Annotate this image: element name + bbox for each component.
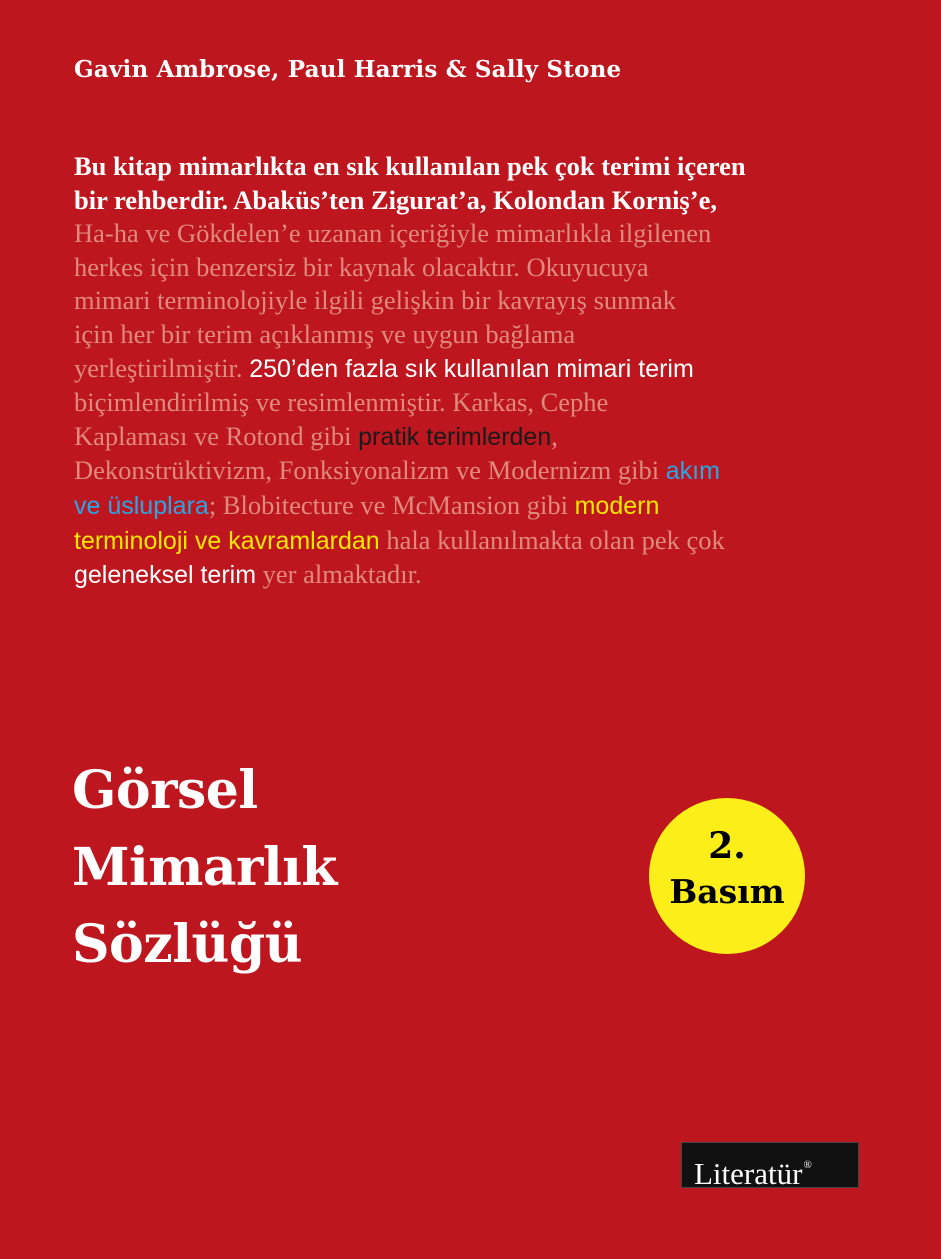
title-line: Mimarlık <box>72 837 337 898</box>
blurb-line <box>74 454 934 489</box>
edition-number: 2. <box>708 825 746 867</box>
blurb-text: yer almaktadır. <box>256 559 422 590</box>
blurb-text: ; Blobitecture ve McMansion gibi <box>208 489 575 520</box>
registered-mark: ® <box>803 1159 812 1171</box>
back-blurb <box>74 150 934 593</box>
edition-label: Basım <box>669 872 785 911</box>
publisher-logo <box>681 1142 859 1191</box>
blurb-text: için her bir terim açıklanmış ve uygun bağlama <box>74 318 576 349</box>
blurb-line <box>74 217 934 251</box>
blurb-text: bir rehberdir. Abaküs’ten Zigurat’a, Kolondan Korniş’e, <box>74 184 717 215</box>
blurb-text: , <box>551 420 558 451</box>
blurb-line <box>74 352 934 387</box>
blurb-text: Dekonstrüktivizm, Fonksiyonalizm ve Modernizm gibi <box>74 455 666 486</box>
blurb-line <box>74 386 934 420</box>
blurb-text: yerleştirilmiştir. <box>74 352 250 383</box>
blurb-line <box>74 489 934 524</box>
blurb-text: mimari terminolojiyle ilgili gelişkin bir kavrayış sunmak <box>74 285 677 316</box>
authors: Gavin Ambrose, Paul Harris & Sally Stone <box>74 56 622 83</box>
blurb-line <box>74 318 934 352</box>
blurb-text: hala kullanılmakta olan pek çok <box>379 524 725 555</box>
blurb-text: Bu kitap mimarlıkta en sık kullanılan pek çok terimi içeren <box>74 151 746 181</box>
blurb-highlight-white: geleneksel terim <box>74 561 257 590</box>
edition-badge <box>649 798 805 954</box>
blurb-text: Kaplaması ve Rotond gibi <box>74 420 359 451</box>
blurb-line <box>74 284 934 318</box>
publisher-name: Literatür <box>694 1156 803 1191</box>
blurb-text: Ha-ha ve Gökdelen’e uzanan içeriğiyle mimarlıkla ilgilenen <box>74 218 712 249</box>
blurb-line <box>74 150 934 184</box>
blurb-line <box>74 251 934 285</box>
blurb-highlight-black: pratik terimlerden <box>358 422 552 451</box>
blurb-line <box>74 184 934 218</box>
book-title <box>72 752 337 983</box>
blurb-highlight-yellow: modern <box>574 491 660 520</box>
blurb-highlight-blue: akım <box>665 457 720 486</box>
blurb-highlight-white: 250’den fazla sık kullanılan mimari terim <box>249 354 694 383</box>
blurb-line <box>74 524 934 559</box>
title-line: Görsel <box>72 760 258 821</box>
title-line: Sözlüğü <box>72 914 302 975</box>
blurb-highlight-yellow: terminoloji ve kavramlardan <box>74 526 380 555</box>
blurb-text: biçimlendirilmiş ve resimlenmiştir. Karkas, Cephe <box>74 387 609 418</box>
blurb-line <box>74 558 934 593</box>
blurb-text: herkes için benzersiz bir kaynak olacaktır. Okuyucuya <box>74 251 649 282</box>
blurb-highlight-blue: ve üsluplara <box>74 491 209 520</box>
blurb-line <box>74 420 934 455</box>
